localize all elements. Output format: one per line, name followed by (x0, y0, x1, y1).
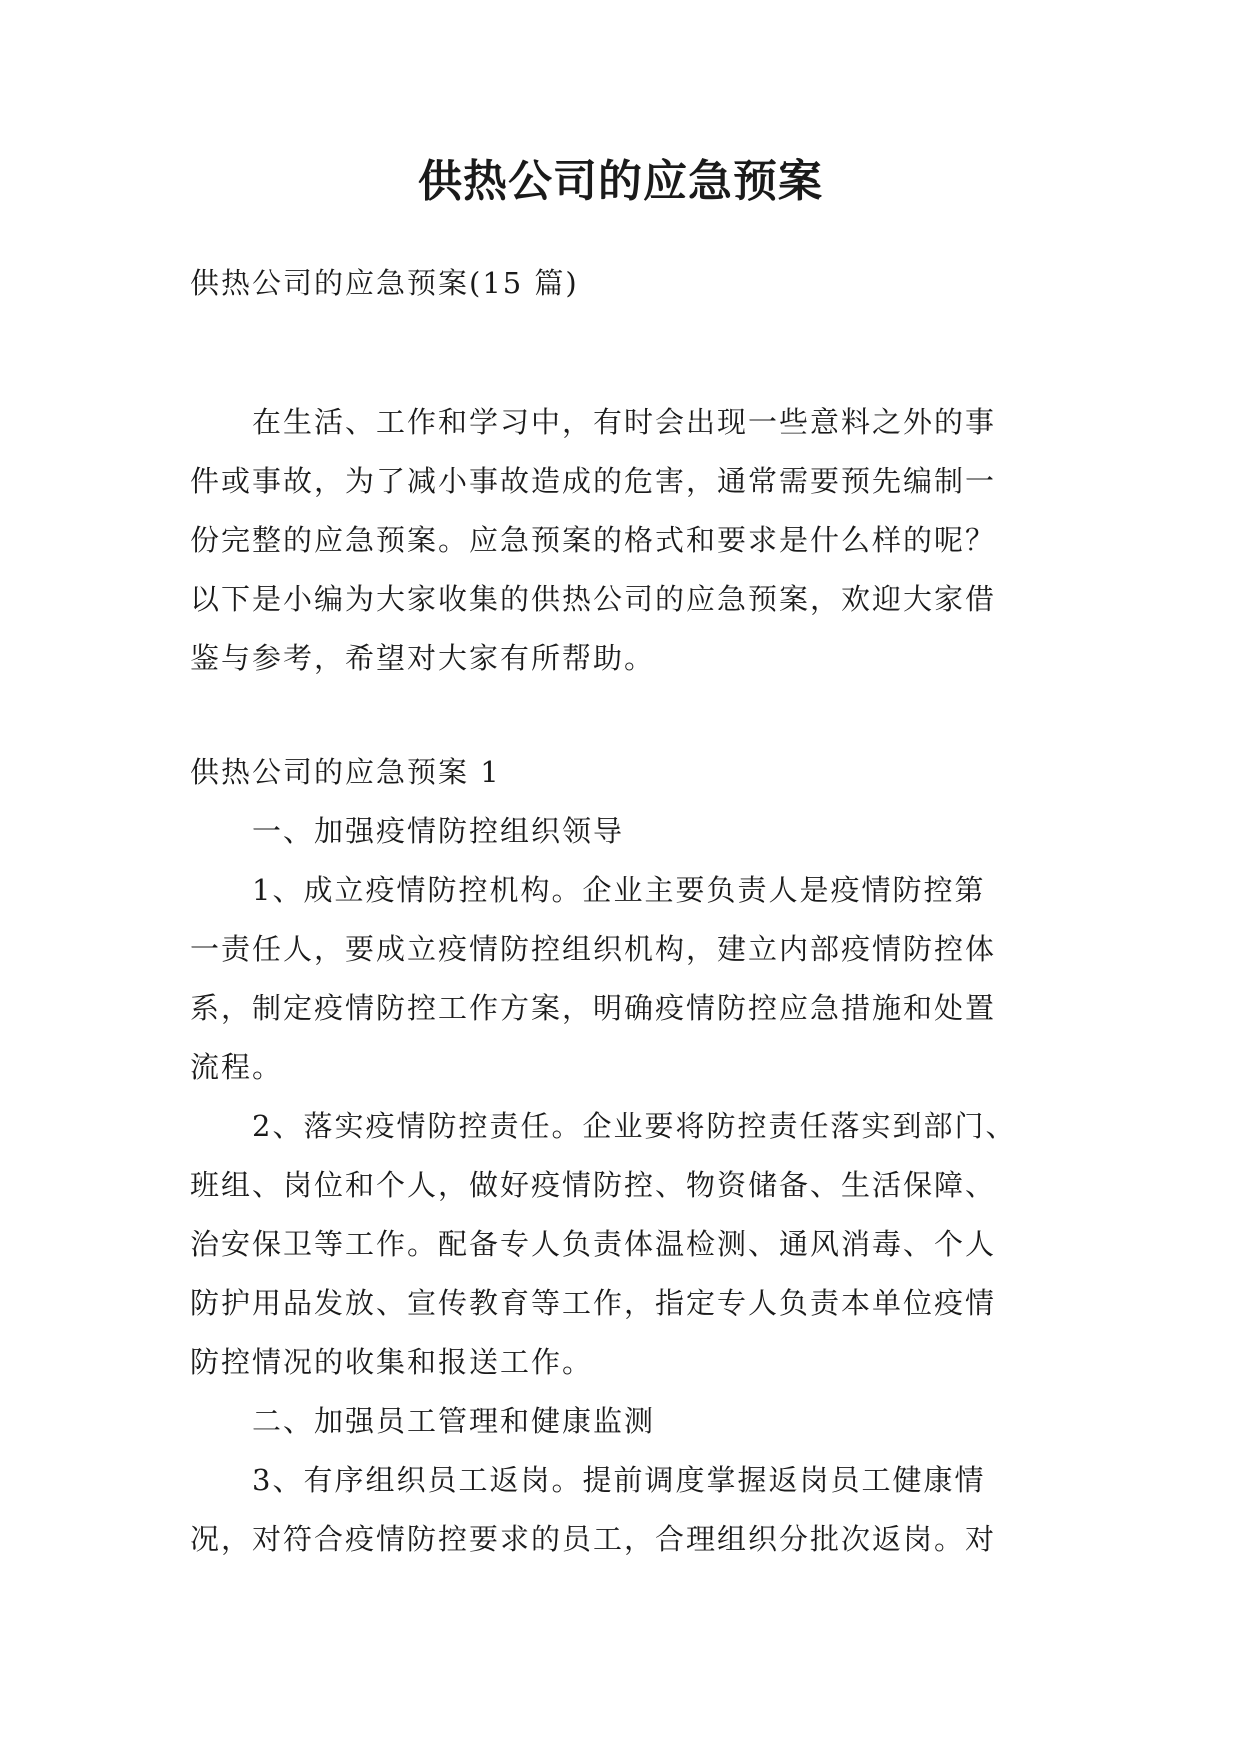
part-heading: 二、加强员工管理和健康监测 (252, 1404, 656, 1438)
item-line: 一责任人，要成立疫情防控组织机构，建立内部疫情防控体 (190, 932, 997, 966)
part-heading: 一、加强疫情防控组织领导 (252, 814, 625, 848)
item-line: 3、有序组织员工返岗。提前调度掌握返岗员工健康情 (252, 1463, 986, 1497)
intro-line: 在生活、工作和学习中，有时会出现一些意料之外的事 (252, 405, 997, 439)
document-title: 供热公司的应急预案 (418, 156, 823, 207)
section-heading: 供热公司的应急预案 1 (190, 755, 501, 789)
item-line: 防控情况的收集和报送工作。 (190, 1345, 594, 1379)
item-line: 1、成立疫情防控机构。企业主要负责人是疫情防控第 (252, 873, 986, 907)
item-line: 2、落实疫情防控责任。企业要将防控责任落实到部门、 (252, 1109, 1017, 1143)
item-line: 班组、岗位和个人，做好疫情防控、物资储备、生活保障、 (190, 1168, 997, 1202)
item-line: 治安保卫等工作。配备专人负责体温检测、通风消毒、个人 (190, 1227, 997, 1261)
intro-line: 份完整的应急预案。应急预案的格式和要求是什么样的呢？ (190, 523, 997, 557)
item-line: 况，对符合疫情防控要求的员工，合理组织分批次返岗。对 (190, 1522, 997, 1556)
item-line: 系，制定疫情防控工作方案，明确疫情防控应急措施和处置 (190, 991, 997, 1025)
item-line: 防护用品发放、宣传教育等工作，指定专人负责本单位疫情 (190, 1286, 997, 1320)
intro-line: 件或事故，为了减小事故造成的危害，通常需要预先编制一 (190, 464, 997, 498)
intro-line: 以下是小编为大家收集的供热公司的应急预案，欢迎大家借 (190, 582, 997, 616)
intro-line: 鉴与参考，希望对大家有所帮助。 (190, 641, 656, 675)
item-line: 流程。 (190, 1050, 284, 1084)
document-subtitle: 供热公司的应急预案(15 篇) (190, 266, 579, 300)
